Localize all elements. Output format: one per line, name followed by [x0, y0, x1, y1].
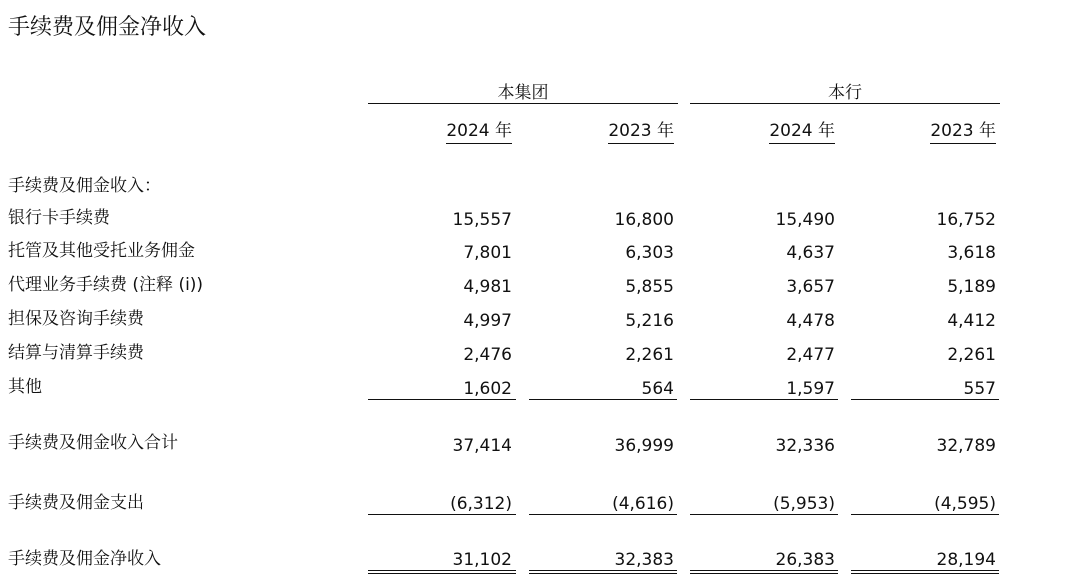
cell: 1,602 [463, 379, 512, 399]
net-double-rule [368, 570, 516, 574]
cell: 32,789 [936, 436, 996, 456]
cell: 3,618 [947, 243, 996, 263]
cell: 15,490 [775, 210, 835, 230]
cell: 5,189 [947, 277, 996, 297]
cell: 4,997 [463, 311, 512, 331]
cell: 16,752 [936, 210, 996, 230]
header-group-rule [368, 103, 678, 104]
net-double-rule [851, 570, 999, 574]
cell: 31,102 [452, 550, 512, 570]
cell: 6,303 [625, 243, 674, 263]
cell: (5,953) [773, 494, 835, 514]
table-row [0, 236, 1080, 262]
cell: 2,261 [625, 345, 674, 365]
year-header: 2023 年 [534, 116, 674, 141]
table-row [0, 338, 1080, 364]
cell: 2,477 [786, 345, 835, 365]
row-label: 手续费及佣金净收入 [8, 549, 161, 569]
row-label: 手续费及佣金收入合计 [8, 433, 178, 453]
section-label: 手续费及佣金收入： [8, 176, 161, 196]
expense-rule [851, 514, 999, 515]
cell: 4,637 [786, 243, 835, 263]
subtotal-rule [690, 399, 838, 400]
cell: 3,657 [786, 277, 835, 297]
cell: (4,595) [934, 494, 996, 514]
table-row [0, 203, 1080, 229]
expense-rule [690, 514, 838, 515]
expense-row [0, 488, 1080, 514]
year-header: 2024 年 [372, 116, 512, 141]
year-header: 2023 年 [856, 116, 996, 141]
cell: 26,383 [775, 550, 835, 570]
cell: 37,414 [452, 436, 512, 456]
cell: 1,597 [786, 379, 835, 399]
net-double-rule [690, 570, 838, 574]
table-row [0, 304, 1080, 330]
expense-rule [529, 514, 677, 515]
subtotal-rule [851, 399, 999, 400]
cell: 32,336 [775, 436, 835, 456]
cell: (4,616) [612, 494, 674, 514]
row-label: 担保及咨询手续费 [8, 309, 144, 329]
cell: 28,194 [936, 550, 996, 570]
header-group: 本集团 [497, 83, 549, 103]
page-title: 手续费及佣金净收入 [8, 15, 207, 40]
cell: 5,855 [625, 277, 674, 297]
row-label: 其他 [8, 377, 42, 397]
cell: 4,981 [463, 277, 512, 297]
cell: 15,557 [452, 210, 512, 230]
row-label: 结算与清算手续费 [8, 343, 144, 363]
year-header: 2024 年 [695, 116, 835, 141]
expense-rule [368, 514, 516, 515]
cell: 5,216 [625, 311, 674, 331]
row-label: 代理业务手续费 (注释 (i)) [8, 275, 204, 295]
table-row [0, 270, 1080, 296]
cell: 2,261 [947, 345, 996, 365]
total-income-row [0, 428, 1080, 454]
cell: 4,478 [786, 311, 835, 331]
cell: 16,800 [614, 210, 674, 230]
cell: 36,999 [614, 436, 674, 456]
subtotal-rule [368, 399, 516, 400]
cell: 557 [963, 379, 996, 399]
cell: 564 [641, 379, 674, 399]
row-label: 托管及其他受托业务佣金 [8, 241, 195, 261]
cell: 2,476 [463, 345, 512, 365]
subtotal-rule [529, 399, 677, 400]
cell: 7,801 [463, 243, 512, 263]
cell: (6,312) [450, 494, 512, 514]
cell: 32,383 [614, 550, 674, 570]
net-double-rule [529, 570, 677, 574]
row-label: 银行卡手续费 [8, 208, 110, 228]
row-label: 手续费及佣金支出 [8, 493, 144, 513]
header-bank: 本行 [828, 83, 862, 103]
cell: 4,412 [947, 311, 996, 331]
table-row [0, 372, 1080, 398]
header-bank-rule [690, 103, 1000, 104]
net-row [0, 544, 1080, 570]
